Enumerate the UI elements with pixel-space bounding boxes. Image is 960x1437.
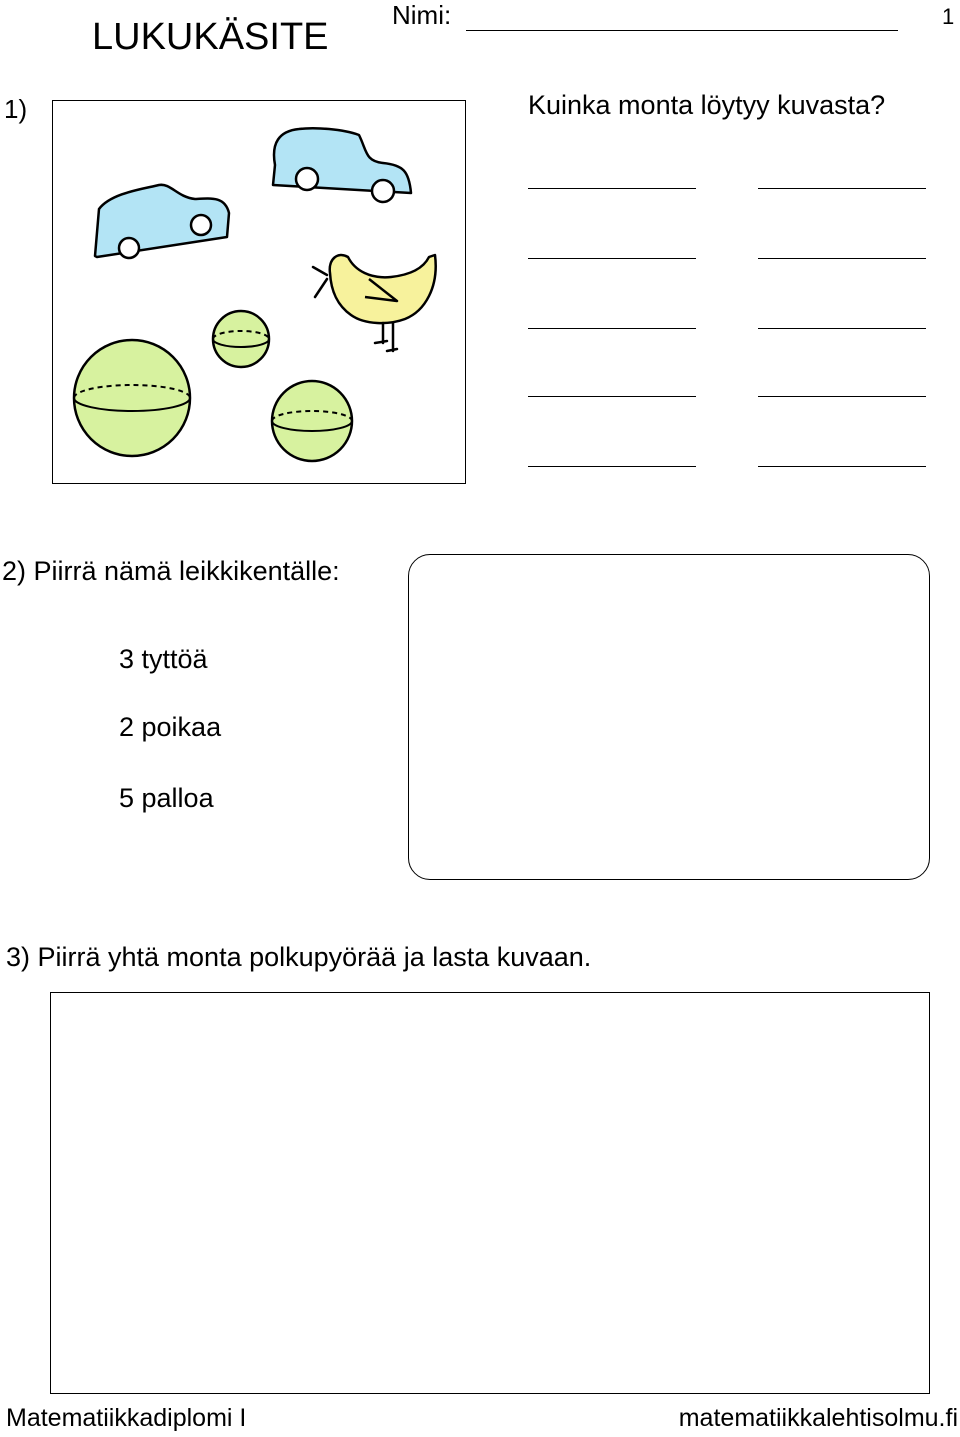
answer-line[interactable] xyxy=(528,328,696,329)
answer-line[interactable] xyxy=(528,466,696,467)
counting-picture-svg xyxy=(53,101,465,483)
drawing-area[interactable] xyxy=(50,992,930,1394)
page-number: 1 xyxy=(942,4,955,29)
list-item: 2 poikaa xyxy=(119,712,222,742)
playground-drawing-area[interactable] xyxy=(408,554,930,880)
answer-line[interactable] xyxy=(758,188,926,189)
answer-line[interactable] xyxy=(528,396,696,397)
name-label: Nimi: xyxy=(392,0,452,30)
answer-line[interactable] xyxy=(528,258,696,259)
list-item: 3 tyttöä xyxy=(119,644,208,674)
counting-picture xyxy=(52,100,466,484)
question-2-text: 2) Piirrä nämä leikkikentälle: xyxy=(2,556,340,586)
car-icon xyxy=(95,185,229,258)
ball-icon xyxy=(213,311,269,367)
bird-icon xyxy=(313,255,436,351)
ball-icon xyxy=(74,340,190,456)
question-1-number: 1) xyxy=(4,94,28,124)
worksheet-title: LUKUKÄSITE xyxy=(92,16,329,58)
ball-icon xyxy=(272,381,352,461)
answer-line[interactable] xyxy=(758,328,926,329)
answer-line[interactable] xyxy=(758,258,926,259)
footer-right-text: matematiikkalehtisolmu.fi xyxy=(678,1404,958,1432)
footer-left-text: Matematiikkadiplomi I xyxy=(6,1404,247,1432)
list-item: 5 palloa xyxy=(119,783,214,813)
answer-line[interactable] xyxy=(528,188,696,189)
car-icon xyxy=(273,128,411,202)
answer-line[interactable] xyxy=(758,466,926,467)
question-3-text: 3) Piirrä yhtä monta polkupyörää ja lasta kuvaan. xyxy=(6,942,592,972)
answer-line[interactable] xyxy=(758,396,926,397)
question-1-text: Kuinka monta löytyy kuvasta? xyxy=(528,90,886,120)
name-field-line[interactable] xyxy=(466,30,898,31)
